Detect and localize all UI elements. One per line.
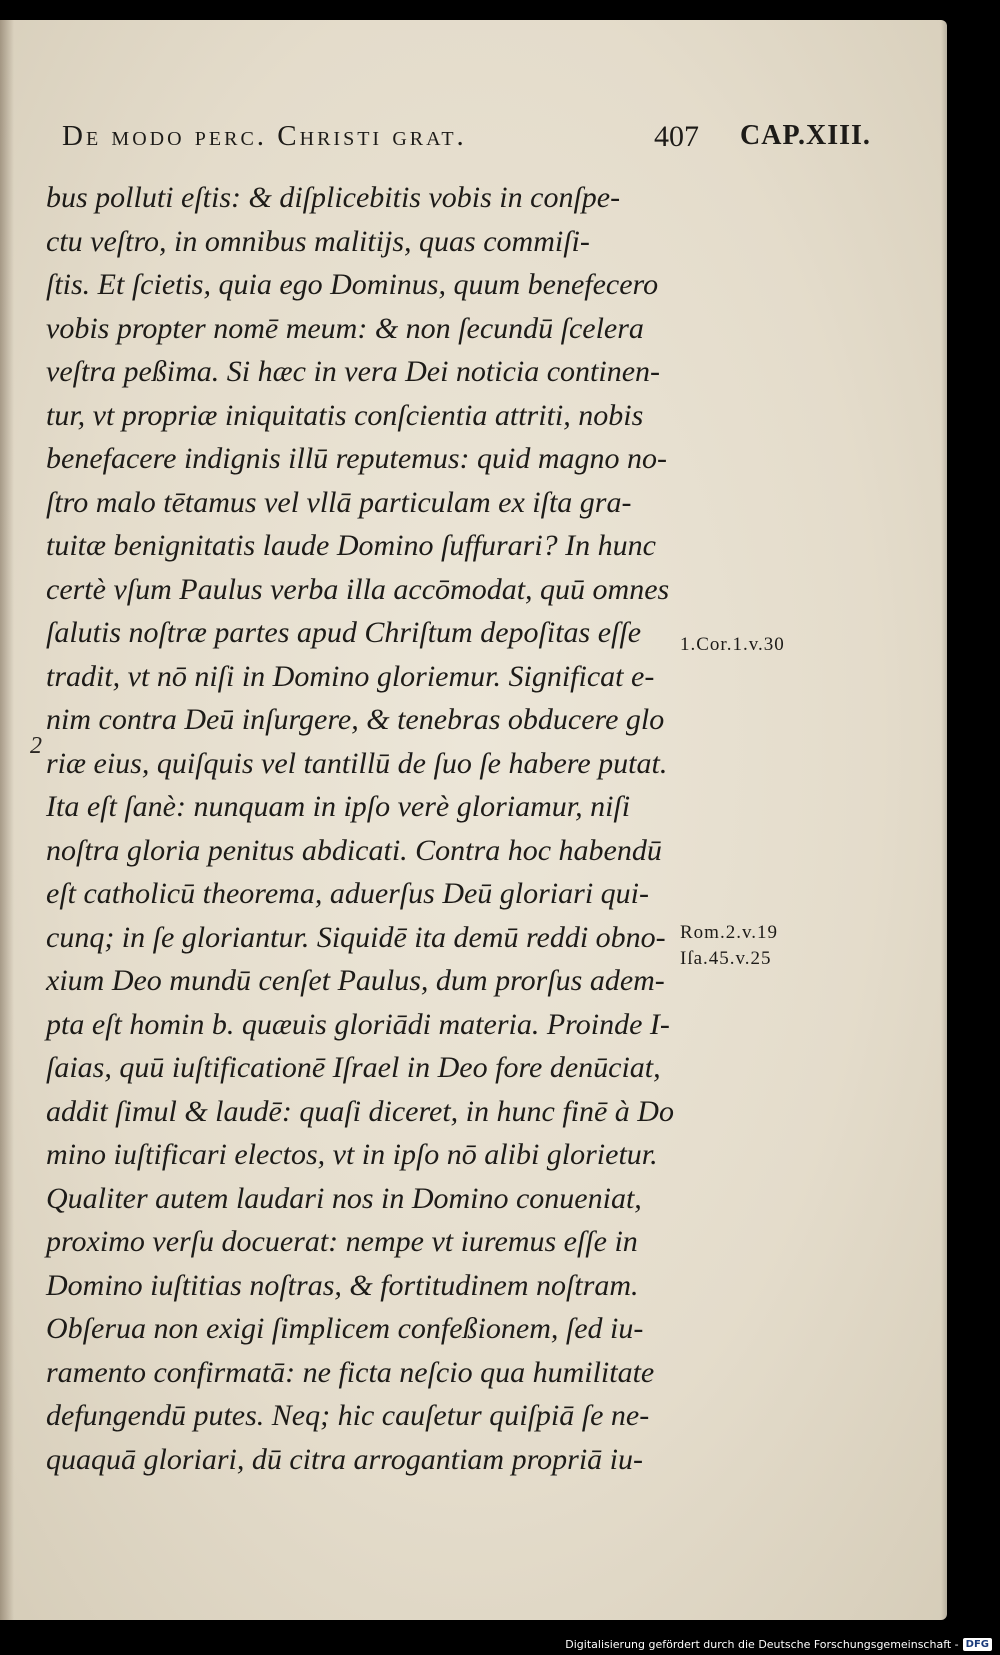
text-line: tuitæ benignitatis laude Domino ſuffurari? In hunc (46, 529, 656, 562)
credit-text: Digitalisierung gefördert durch die Deutsche Forschungsgemeinschaft - (565, 1638, 959, 1651)
body-text (46, 176, 686, 1481)
running-head: De modo perc. Christi grat. (62, 120, 467, 152)
page-edge (941, 20, 947, 1620)
text-line: ramento confirmatā: ne ficta neſcio qua humilitate (46, 1355, 655, 1389)
text-line: mino iuſtificari electos, vt in ipſo nō alibi glorietur. (46, 1138, 658, 1171)
text-line: pta eſt homin b. quæuis gloriādi materia. Proinde I- (46, 1007, 670, 1041)
text-line: xium Deo mundū cenſet Paulus, dum prorſus adem- (46, 964, 665, 997)
page-gutter-shadow (0, 20, 14, 1620)
text-line: ſtis. Et ſcietis, quia ego Dominus, quum benefecero (46, 268, 659, 301)
text-line: eſt catholicū theorema, aduerſus Deū gloriari qui- (46, 877, 649, 910)
text-line: proximo verſu docuerat: nempe vt iuremus eſſe in (46, 1225, 638, 1258)
text-line: addit ſimul & laudē: quaſi diceret, in hunc finē à Do (46, 1094, 674, 1128)
margin-note-isa: Iſa.45.v.25 (680, 948, 772, 969)
book-page (0, 20, 947, 1620)
text-line: riæ eius, quiſquis vel tantillū de ſuo ſe habere putat. (46, 746, 668, 780)
text-line: tradit, vt nō niſi in Domino gloriemur. Significat e- (46, 659, 655, 693)
text-line: noſtra gloria penitus abdicati. Contra hoc habendū (46, 833, 662, 867)
text-line: cunq; in ſe gloriantur. Siquidē ita demū reddi obno- (46, 920, 666, 954)
text-line: certè vſum Paulus verba illa accōmodat, quū omnes (46, 572, 670, 606)
text-line: benefacere indignis illū reputemus: quid magno no- (46, 442, 668, 475)
text-line: ſalutis noſtræ partes apud Chriſtum depoſitas eſſe (46, 616, 642, 649)
text-line: Qualiter autem laudari nos in Domino conueniat, (46, 1181, 642, 1215)
margin-note-rom: Rom.2.v.19 (680, 922, 778, 943)
text-line: bus polluti eſtis: & diſplicebitis vobis in conſpe- (46, 181, 621, 214)
text-line: ſaias, quū iuſtificationē Iſrael in Deo fore denūciat, (46, 1051, 661, 1084)
page-number: 407 (654, 120, 699, 153)
chapter-label: CAP.XIII. (740, 120, 871, 151)
text-line: quaquā gloriari, dū citra arrogantiam propriā iu- (46, 1442, 643, 1476)
paragraph-number: 2 (30, 733, 42, 759)
text-line: vobis propter nomē meum: & non ſecundū ſcelera (46, 311, 644, 345)
text-line: Obſerua non exigi ſimplicem confeßionem, ſed iu- (46, 1312, 644, 1345)
digitization-credit (565, 1638, 992, 1651)
margin-note-cor: 1.Cor.1.v.30 (680, 634, 785, 655)
text-line: ctu veſtro, in omnibus malitijs, quas commiſi- (46, 224, 590, 258)
text-line: ſtro malo tētamus vel vllā particulam ex iſta gra- (46, 485, 632, 519)
text-line: defungendū putes. Neq; hic cauſetur quiſpiā ſe ne- (46, 1399, 650, 1432)
text-line: Ita eſt ſanè: nunquam in ipſo verè gloriamur, niſi (46, 790, 631, 823)
page-header (62, 120, 872, 166)
text-line: nim contra Deū inſurgere, & tenebras obducere glo (46, 703, 665, 736)
dfg-logo: DFG (963, 1638, 992, 1651)
text-line: veſtra peßima. Si hæc in vera Dei noticia continen- (46, 355, 661, 388)
text-line: tur, vt propriæ iniquitatis conſcientia attriti, nobis (46, 398, 644, 432)
text-line: Domino iuſtitias noſtras, & fortitudinem noſtram. (46, 1268, 639, 1302)
